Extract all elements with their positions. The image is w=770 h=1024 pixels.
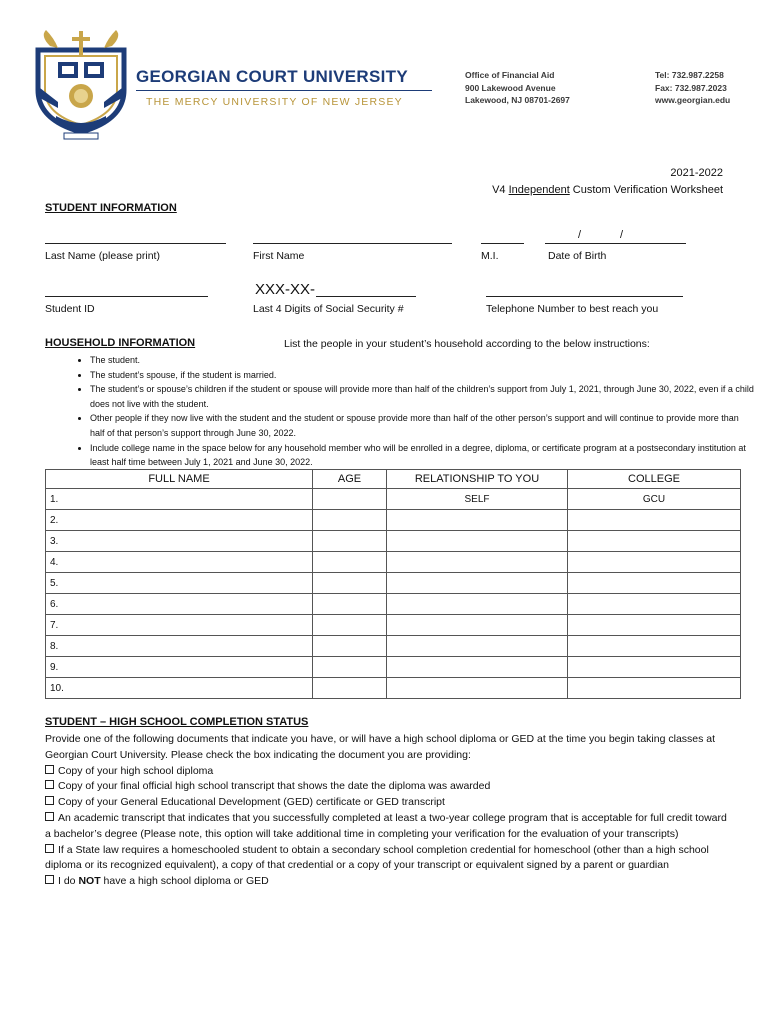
college-cell[interactable] — [568, 531, 741, 552]
table-row — [46, 636, 741, 657]
checkbox[interactable] — [45, 844, 54, 853]
table-row — [46, 657, 741, 678]
table-row — [46, 573, 741, 594]
hs-completion-intro: Provide one of the following documents that indicate you have, or will have a high school diploma or GED at the time you begin taking classes at Georgian Court University. Please check the box indicating the document you are providing: — [45, 733, 716, 761]
full-name-cell[interactable]: 10. — [46, 678, 313, 699]
college-cell[interactable] — [568, 573, 741, 594]
option-label-emphasis: NOT — [78, 875, 101, 888]
middle-initial-field[interactable] — [481, 243, 524, 244]
relationship-cell[interactable] — [387, 636, 568, 657]
full-name-cell[interactable]: 2. — [46, 510, 313, 531]
name-divider — [136, 90, 432, 91]
option-final-transcript[interactable] — [45, 779, 735, 795]
last-name-label: Last Name (please print) — [45, 250, 160, 262]
checkbox[interactable] — [45, 765, 54, 774]
college-cell[interactable] — [568, 510, 741, 531]
full-name-cell[interactable]: 1. — [46, 489, 313, 510]
table-row — [46, 510, 741, 531]
instruction-bullet: • Other people if they now live with the student and the student or spouse provide more than half of the other person’s support and will continue to provide more than half of that person’s support through June 30, 2022. — [90, 411, 755, 440]
relationship-cell[interactable] — [387, 531, 568, 552]
table-row — [46, 594, 741, 615]
table-row — [46, 615, 741, 636]
option-label: Copy of your General Educational Development (GED) certificate or GED transcript — [58, 796, 445, 809]
title-suffix: Custom Verification Worksheet — [569, 184, 723, 196]
option-ged[interactable] — [45, 795, 735, 811]
title-emphasis: Independent — [508, 184, 570, 196]
college-cell[interactable] — [568, 657, 741, 678]
university-name: GEORGIAN COURT UNIVERSITY — [136, 67, 408, 86]
table-row — [46, 678, 741, 699]
contact-line: Tel: 732.987.2258 — [655, 70, 724, 80]
table-row — [46, 489, 741, 510]
middle-initial-label: M.I. — [481, 250, 499, 262]
date-of-birth-field[interactable] — [545, 243, 686, 244]
age-cell[interactable] — [313, 573, 387, 594]
instruction-bullet: • The student’s spouse, if the student is married. — [90, 368, 755, 383]
relationship-cell[interactable] — [387, 552, 568, 573]
office-line: Lakewood, NJ 08701-2697 — [465, 95, 570, 105]
column-header-full-name: FULL NAME — [46, 470, 313, 489]
first-name-field[interactable] — [253, 243, 452, 244]
college-cell[interactable]: GCU — [568, 489, 741, 510]
column-header-age: AGE — [313, 470, 387, 489]
age-cell[interactable] — [313, 615, 387, 636]
full-name-cell[interactable]: 4. — [46, 552, 313, 573]
office-address — [465, 69, 570, 107]
checkbox[interactable] — [45, 796, 54, 805]
full-name-cell[interactable]: 3. — [46, 531, 313, 552]
table-row — [46, 531, 741, 552]
full-name-cell[interactable]: 9. — [46, 657, 313, 678]
telephone-field[interactable] — [486, 296, 683, 297]
option-homeschool[interactable] — [45, 843, 735, 875]
age-cell[interactable] — [313, 489, 387, 510]
option-label-suffix: have a high school diploma or GED — [100, 875, 269, 888]
option-label: If a State law requires a homeschooled student to obtain a secondary school completion credential for homeschool (other than a high school diploma or its recognized equivalent), a copy of that credential or a copy of your transcript or equivalent signed by a parent or guardian — [45, 843, 709, 872]
age-cell[interactable] — [313, 657, 387, 678]
title-prefix: V4 — [492, 184, 509, 196]
household-info-heading: HOUSEHOLD INFORMATION — [45, 337, 196, 349]
contact-line: www.georgian.edu — [655, 95, 731, 105]
instruction-bullet: • Include college name in the space below for any household member who will be enrolled in a degree, diploma, or certificate program at a postsecondary institution at least half time between July 1, 2021 and June 30, 2022. — [90, 441, 755, 470]
age-cell[interactable] — [313, 636, 387, 657]
worksheet-title — [492, 184, 723, 196]
age-cell[interactable] — [313, 552, 387, 573]
full-name-cell[interactable]: 8. — [46, 636, 313, 657]
hs-completion-section — [45, 732, 735, 890]
office-line: 900 Lakewood Avenue — [465, 82, 556, 93]
college-cell[interactable] — [568, 552, 741, 573]
ssn-label: Last 4 Digits of Social Security # — [253, 303, 404, 315]
office-contact — [655, 69, 730, 107]
option-label: Copy of your final official high school transcript that shows the date the diploma was awarded — [58, 780, 491, 793]
relationship-cell[interactable]: SELF — [387, 489, 568, 510]
university-seal-logo — [28, 28, 134, 140]
full-name-cell[interactable]: 7. — [46, 615, 313, 636]
option-no-diploma[interactable] — [45, 874, 735, 890]
age-cell[interactable] — [313, 510, 387, 531]
option-label: An academic transcript that indicates that you successfully completed at least a two-year college program that is acceptable for full credit toward a bachelor’s degree (Please note, this option will take additional time in completing your verification for the evaluation of your transcripts) — [45, 811, 727, 840]
column-header-relationship: RELATIONSHIP TO YOU — [387, 470, 568, 489]
checkbox[interactable] — [45, 780, 54, 789]
university-tagline: THE MERCY UNIVERSITY OF NEW JERSEY — [146, 96, 403, 108]
award-year: 2021-2022 — [670, 167, 723, 179]
office-line: Office of Financial Aid — [465, 70, 555, 80]
college-cell[interactable] — [568, 615, 741, 636]
age-cell[interactable] — [313, 594, 387, 615]
option-label-prefix: I do — [58, 875, 79, 888]
relationship-cell[interactable] — [387, 573, 568, 594]
first-name-label: First Name — [253, 250, 305, 262]
relationship-cell[interactable] — [387, 657, 568, 678]
contact-line: Fax: 732.987.2023 — [655, 82, 727, 93]
ssn-last4-field[interactable] — [316, 296, 416, 297]
ssn-prefix: XXX-XX- — [255, 281, 316, 298]
table-row — [46, 552, 741, 573]
relationship-cell[interactable] — [387, 615, 568, 636]
college-cell[interactable] — [568, 636, 741, 657]
option-academic-transcript[interactable] — [45, 811, 735, 843]
age-cell[interactable] — [313, 678, 387, 699]
full-name-cell[interactable]: 6. — [46, 594, 313, 615]
last-name-field[interactable] — [45, 243, 226, 244]
hs-completion-heading: STUDENT – HIGH SCHOOL COMPLETION STATUS — [45, 716, 309, 728]
relationship-cell[interactable] — [387, 678, 568, 699]
college-cell[interactable] — [568, 594, 741, 615]
instruction-bullet: • The student’s or spouse’s children if the student or spouse will provide more than half of the children’s support from July 1, 2021, through June 30, 2022, even if a child does not live with the student. — [90, 382, 755, 411]
student-info-heading: STUDENT INFORMATION — [45, 202, 177, 214]
instruction-bullet: • The student. — [90, 353, 755, 368]
student-id-label: Student ID — [45, 303, 95, 315]
table-header-row — [46, 470, 741, 489]
student-id-field[interactable] — [45, 296, 208, 297]
checkbox[interactable] — [45, 812, 54, 821]
household-instruction: List the people in your student’s household according to the below instructions: — [284, 338, 650, 350]
date-of-birth-label: Date of Birth — [548, 250, 607, 262]
option-diploma[interactable] — [45, 764, 735, 780]
relationship-cell[interactable] — [387, 510, 568, 531]
relationship-cell[interactable] — [387, 594, 568, 615]
option-label: Copy of your high school diploma — [58, 764, 214, 777]
full-name-cell[interactable]: 5. — [46, 573, 313, 594]
household-instructions-list — [68, 353, 755, 470]
household-table — [45, 469, 741, 699]
telephone-label: Telephone Number to best reach you — [486, 303, 659, 315]
column-header-college: COLLEGE — [568, 470, 741, 489]
college-cell[interactable] — [568, 678, 741, 699]
checkbox[interactable] — [45, 875, 54, 884]
age-cell[interactable] — [313, 531, 387, 552]
